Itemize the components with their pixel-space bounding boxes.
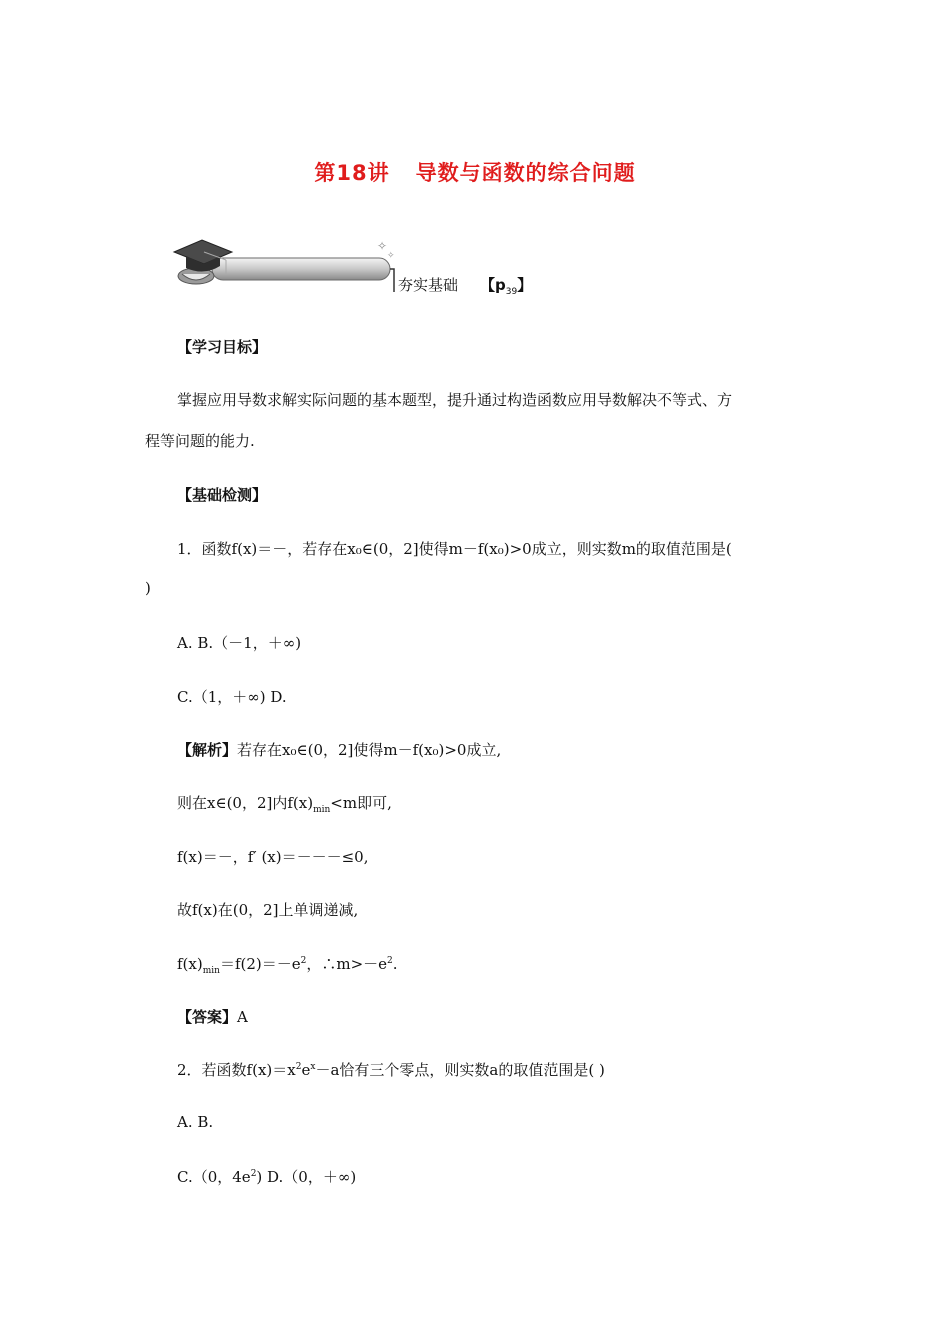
- goal-text-line1: 掌握应用导数求解实际问题的基本题型，提升通过构造函数应用导数解决不等式、方: [177, 391, 733, 409]
- banner-label: 夯实基础 【$p_{39}$】: [398, 276, 533, 297]
- q1-analysis-3: f(x)＝－，f′ (x)＝－－－≤0,: [177, 848, 369, 866]
- q1-analysis-4: 故f(x)在(0，2]上单调递减,: [177, 901, 359, 919]
- lecture-number: 第18讲: [314, 161, 390, 185]
- goal-heading: 【学习目标】: [177, 338, 268, 356]
- svg-text:✧: ✧: [377, 239, 388, 253]
- goal-text-line2: 程等问题的能力.: [145, 432, 255, 450]
- q1-answer: 【答案】A: [177, 1008, 248, 1026]
- q1-analysis-5: $f(x)_{min}=f(2)=-e^2$，$\therefore m>-e^2$.: [177, 955, 398, 976]
- svg-text:✧: ✧: [387, 251, 395, 261]
- q1-stem-line1: 1．函数f(x)＝－，若存在x₀∈(0，2]使得m－f(x₀)>0成立，则实数m的取值范围是(: [177, 540, 732, 558]
- q1-options-ab: A. B.（－1，＋∞): [177, 634, 302, 652]
- q1-stem-line2: ): [145, 579, 151, 597]
- q2-options-ab: A. B.: [177, 1113, 214, 1131]
- q1-options-cd: C.（1，＋∞) D.: [177, 688, 287, 706]
- section-banner: [172, 234, 552, 297]
- q1-analysis-1: 【解析】若存在x₀∈(0，2]使得m－f(x₀)>0成立,: [177, 741, 502, 759]
- lecture-title: 导数与函数的综合问题: [415, 161, 636, 185]
- q2-options-cd: C.（0，$4e^2$) D.（0，＋∞): [177, 1168, 357, 1186]
- page-title: [0, 157, 950, 187]
- check-heading: 【基础检测】: [177, 486, 268, 504]
- q2-stem: 2．若函数$f(x)=x^2e^x-a$恰有三个零点，则实数a的取值范围是( ): [177, 1061, 605, 1079]
- graduation-cap-icon: [172, 234, 402, 294]
- q1-analysis-2: 则在x∈(0，2]内$f(x)_{min}<m$即可,: [177, 794, 392, 815]
- page-reference: 【$p_{39}$】: [480, 276, 533, 297]
